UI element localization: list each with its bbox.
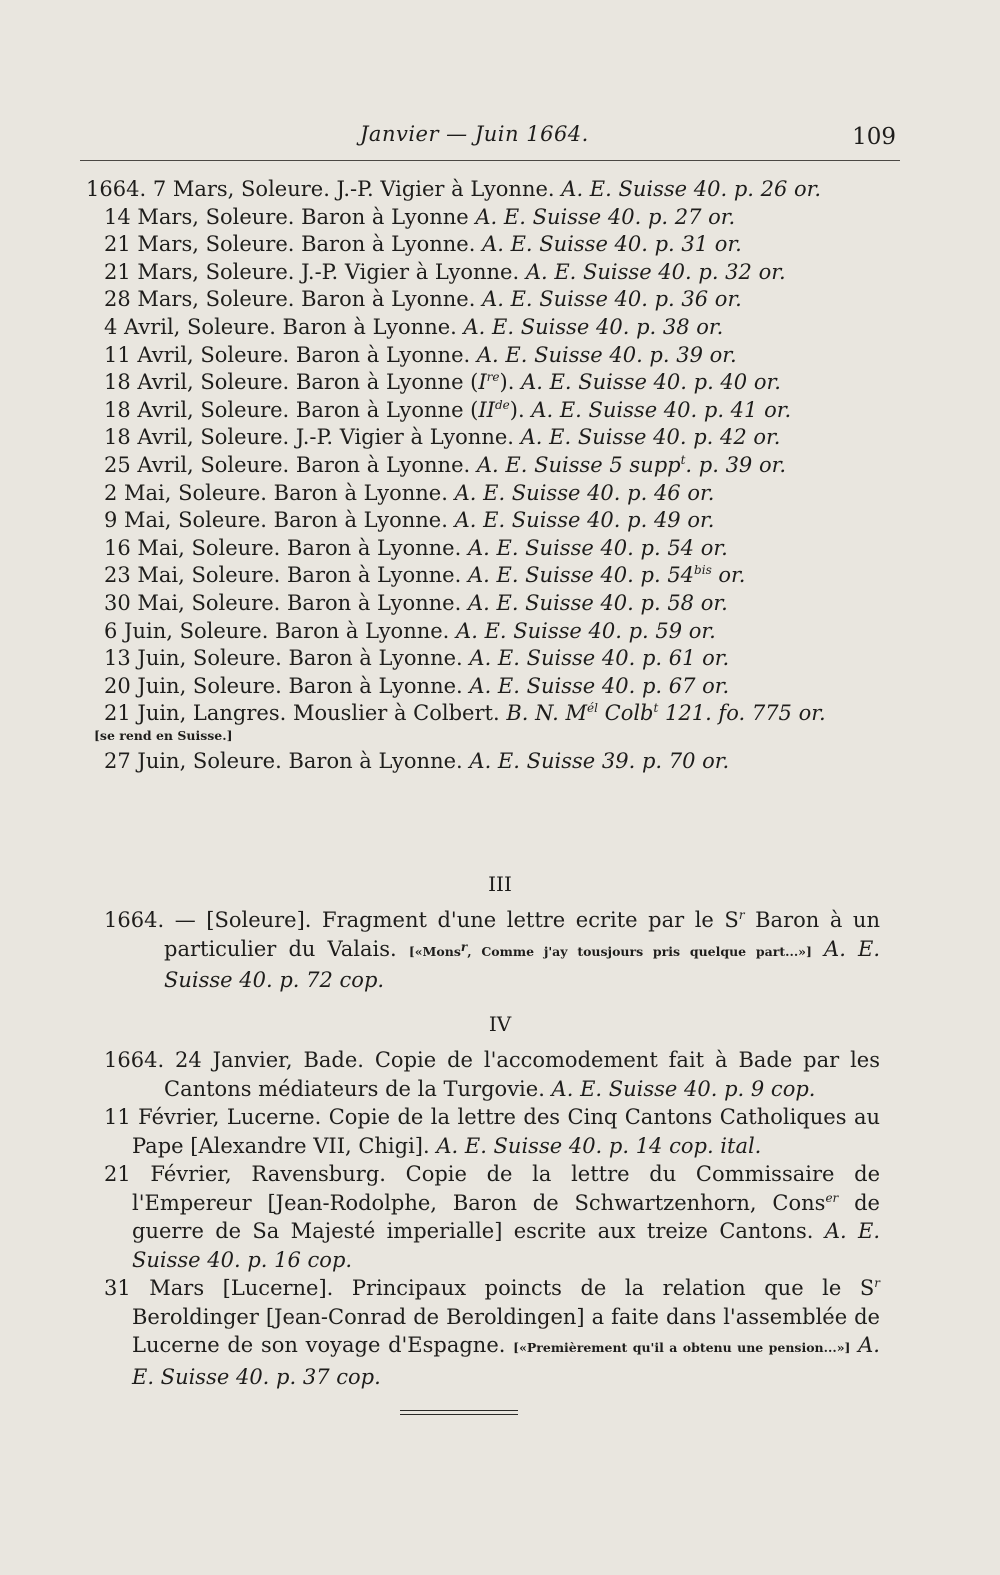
archive-reference: A. E. Suisse 40. p. 49 or. [454, 508, 715, 533]
archive-reference: A. E. Suisse 40. p. 42 or. [520, 425, 781, 450]
letter-entry: 18 Avril, Soleure. Baron à Lyonne (Ire). A. E. Suisse 40. p. 40 or. [104, 370, 781, 395]
archive-reference: A. E. Suisse 40. p. 16 cop. [132, 1219, 880, 1272]
letter-entry: 20 Juin, Soleure. Baron à Lyonne. A. E. Suisse 40. p. 67 or. [104, 673, 730, 698]
incipit-note: [«Premièrement qu'il a obtenu une pension...»] [513, 1340, 851, 1355]
letter-entry: 18 Avril, Soleure. J.-P. Vigier à Lyonne. A. E. Suisse 40. p. 42 or. [104, 425, 781, 450]
archive-reference: A. E. Suisse 39. p. 70 or. [469, 748, 730, 773]
archive-reference: A. E. Suisse 40. p. 61 or. [469, 646, 730, 671]
incipit-note: [«Mons$^r$, Comme j'ay tousjours pris quelque part...»] [408, 939, 812, 959]
page-number: 109 [852, 124, 896, 150]
end-rule [400, 1410, 518, 1415]
archive-reference: A. E. Suisse 40. p. 36 or. [482, 287, 742, 312]
archive-reference: A. E. Suisse 40. p. 67 or. [469, 673, 730, 698]
running-title: Janvier — Juin 1664. [360, 122, 589, 146]
letter-entry: 18 Avril, Soleure. Baron à Lyonne (IIde). A. E. Suisse 40. p. 41 or. [104, 397, 792, 422]
letter-entry: 30 Mai, Soleure. Baron à Lyonne. A. E. Suisse 40. p. 58 or. [104, 590, 728, 615]
letter-entry: 13 Juin, Soleure. Baron à Lyonne. A. E. Suisse 40. p. 61 or. [104, 646, 730, 671]
letter-entry: 21 Juin, Langres. Mouslier à Colbert. B. N. $M^{él}$ Colb$^t$ 121. fo. 775 or. [104, 701, 826, 726]
lettre-cantons-paragraph: 11 Février, Lucerne. Copie de la lettre des Cinq Cantons Catholiques au Pape [Alexandre VII, Chigi]. A. E. Suisse 40. p. 14 cop. ital. [104, 1105, 880, 1158]
archive-reference: A. E. Suisse 40. p. 54 [467, 563, 695, 588]
letter-list [86, 176, 886, 775]
letter-entry: 6 Juin, Soleure. Baron à Lyonne. A. E. Suisse 40. p. 59 or. [104, 618, 716, 643]
archive-reference: A. E. Suisse 40. p. 54 or. [467, 535, 728, 560]
section-numeral-iv: IV [488, 1012, 512, 1036]
archive-reference: A. E. Suisse 40. p. 27 or. [475, 204, 736, 229]
archive-reference: A. E. Suisse 40. p. 72 cop. [164, 936, 880, 992]
letter-entry: 23 Mai, Soleure. Baron à Lyonne. A. E. Suisse 40. p. $54^{bis}$ or. [104, 563, 746, 588]
section-iii-text [104, 906, 880, 995]
letter-entry: 4 Avril, Soleure. Baron à Lyonne. A. E. Suisse 40. p. 38 or. [104, 314, 724, 339]
section-iv-text [104, 1046, 880, 1391]
archive-reference: A. E. Suisse 40. p. 58 or. [467, 590, 728, 615]
fragment-paragraph: 1664. — [Soleure]. Fragment d'une lettre ecrite par le $S^r$ Baron à un particulier du Valais. [«Mons$^r$, Comme j'ay tousjours pris quelque part...»] A. E. Suisse 40. p. 72 cop. [104, 908, 880, 992]
letter-entry: 21 Mars, Soleure. J.-P. Vigier à Lyonne. A. E. Suisse 40. p. 32 or. [104, 259, 786, 284]
archive-reference: A. E. Suisse 40. p. 32 or. [525, 259, 786, 284]
relation-beroldinger-paragraph: 31 Mars [Lucerne]. Principaux poincts de la relation que le $S^r$ Beroldinger [Jean-Conrad de Beroldingen] a faite dans l'assemblée de Lucerne de son voyage d'Espagne. [«Premièrement qu'il a obtenu une pension...»] A. E. Suisse 40. p. 37 cop. [104, 1276, 880, 1389]
archive-reference: A. E. Suisse 40. p. 41 or. [531, 397, 792, 422]
accomodement-paragraph: 1664. 24 Janvier, Bade. Copie de l'accomodement fait à Bade par les Cantons médiateurs de la Turgovie. A. E. Suisse 40. p. 9 cop. [104, 1048, 881, 1101]
letter-entry: 9 Mai, Soleure. Baron à Lyonne. A. E. Suisse 40. p. 49 or. [104, 508, 715, 533]
archive-reference: A. E. Suisse 40. p. 9 cop. [544, 1076, 816, 1101]
archive-reference: B. N. M [506, 701, 587, 726]
running-head [80, 120, 900, 161]
archive-reference: A. E. Suisse 40. p. 46 or. [454, 480, 715, 505]
lettre-commissaire-paragraph: 21 Février, Ravensburg. Copie de la lettre du Commissaire de l'Empereur [Jean-Rodolphe, Baron de Schwartzenhorn, Cons$^{er}$ de guerre de Sa Majesté imperialle] escrite aux treize Cantons. A. E. Suisse 40. p. 16 cop. [104, 1162, 880, 1272]
letter-entry: 21 Mars, Soleure. Baron à Lyonne. A. E. Suisse 40. p. 31 or. [104, 232, 742, 257]
archive-reference: A. E. Suisse 40. p. 31 or. [482, 232, 742, 257]
archive-reference: A. E. Suisse 40. p. 40 or. [521, 370, 781, 395]
letter-entry: 28 Mars, Soleure. Baron à Lyonne. A. E. Suisse 40. p. 36 or. [104, 287, 742, 312]
archive-reference: A. E. Suisse 40. p. 37 cop. [132, 1333, 880, 1389]
letter-entry: 25 Avril, Soleure. Baron à Lyonne. A. E. Suisse 5 supp$^t$. p. 39 or. [104, 452, 787, 477]
letter-entry: 11 Avril, Soleure. Baron à Lyonne. A. E. Suisse 40. p. 39 or. [104, 342, 737, 367]
archive-reference: A. E. Suisse 40. p. 39 or. [476, 342, 737, 367]
archive-reference: A. E. Suisse 5 supp [476, 452, 681, 477]
entry-note: [se rend en Suisse.] [94, 727, 233, 743]
archive-reference: A. E. Suisse 40. p. 59 or. [456, 618, 716, 643]
letter-entry: 2 Mai, Soleure. Baron à Lyonne. A. E. Suisse 40. p. 46 or. [104, 480, 715, 505]
archive-reference: A. E. Suisse 40. p. 14 cop. ital. [429, 1133, 762, 1158]
letter-entry: 16 Mai, Soleure. Baron à Lyonne. A. E. Suisse 40. p. 54 or. [104, 535, 728, 560]
letter-entry: 1664. 7 Mars, Soleure. J.-P. Vigier à Lyonne. A. E. Suisse 40. p. 26 or. [86, 177, 822, 201]
archive-reference: A. E. Suisse 40. p. 26 or. [561, 177, 822, 201]
letter-entry: 14 Mars, Soleure. Baron à Lyonne A. E. Suisse 40. p. 27 or. [104, 204, 736, 229]
section-numeral-iii: III [488, 872, 512, 896]
letter-entry: 27 Juin, Soleure. Baron à Lyonne. A. E. Suisse 39. p. 70 or. [104, 748, 730, 773]
archive-reference: A. E. Suisse 40. p. 38 or. [463, 314, 724, 339]
